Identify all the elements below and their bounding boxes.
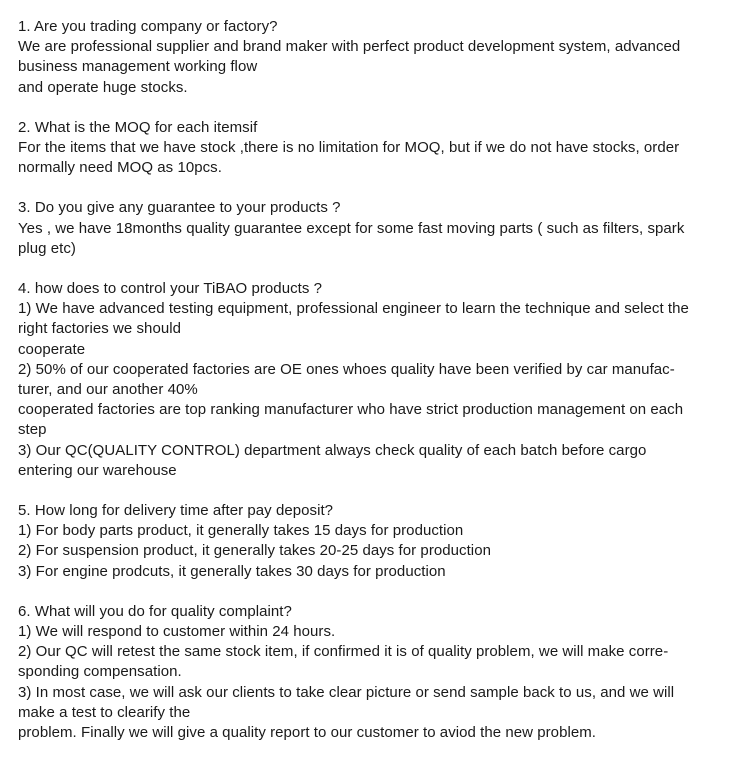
- faq-answer-line: turer, and our another 40%: [18, 381, 198, 399]
- faq-answer-line: sponding compensation.: [18, 663, 182, 681]
- faq-answer-line: normally need MOQ as 10pcs.: [18, 159, 222, 177]
- faq-question: 4. how does to control your TiBAO products ?: [18, 280, 323, 298]
- faq-question: 5. How long for delivery time after pay deposit?: [18, 502, 334, 520]
- faq-answer-line: 3) In most case, we will ask our clients to take clear picture or send sample back to us, and we will: [18, 683, 675, 701]
- faq-item-moq: [18, 118, 736, 179]
- faq-answer-line: cooperated factories are top ranking manufacturer who have strict production management on each: [18, 401, 684, 419]
- faq-answer-line: 1) For body parts product, it generally takes 15 days for production: [18, 522, 464, 540]
- faq-answer-line: entering our warehouse: [18, 461, 177, 479]
- faq-answer-line: cooperate: [18, 340, 86, 358]
- faq-answer-line: 2) 50% of our cooperated factories are OE ones whoes quality have been verified by car manufac-: [18, 360, 675, 378]
- faq-answer-line: 1) We will respond to customer within 24 hours.: [18, 623, 336, 641]
- faq-answer-line: 3) For engine prodcuts, it generally takes 30 days for production: [18, 562, 446, 580]
- faq-question: 2. What is the MOQ for each itemsif: [18, 118, 258, 136]
- faq-answer-line: step: [18, 421, 47, 439]
- faq-item-quality-complaint: [18, 602, 736, 743]
- faq-answer-line: plug etc): [18, 239, 76, 257]
- faq-answer-line: make a test to clearify the: [18, 703, 191, 721]
- faq-question: 1. Are you trading company or factory?: [18, 18, 278, 35]
- faq-answer-line: 2) Our QC will retest the same stock item, if confirmed it is of quality problem, we will make corre-: [18, 643, 669, 661]
- faq-answer-line: and operate huge stocks.: [18, 78, 188, 96]
- faq-item-trading-or-factory: [18, 17, 736, 98]
- faq-answer-line: right factories we should: [18, 320, 181, 338]
- faq-question: 6. What will you do for quality complaint?: [18, 602, 292, 620]
- faq-answer-line: Yes , we have 18months quality guarantee except for some fast moving parts ( such as filters, spark: [18, 219, 685, 237]
- faq-answer-line: problem. Finally we will give a quality report to our customer to aviod the new problem.: [18, 724, 596, 742]
- faq-answer-line: business management working flow: [18, 58, 258, 76]
- faq-answer-line: 2) For suspension product, it generally takes 20-25 days for production: [18, 542, 491, 560]
- faq-answer-line: 1) We have advanced testing equipment, professional engineer to learn the technique and select the: [18, 300, 689, 318]
- faq-answer-line: 3) Our QC(QUALITY CONTROL) department always check quality of each batch before cargo: [18, 441, 647, 459]
- faq-answer-line: For the items that we have stock ,there is no limitation for MOQ, but if we do not have stocks, order: [18, 139, 680, 157]
- faq-document: [18, 17, 736, 763]
- faq-question: 3. Do you give any guarantee to your products ?: [18, 199, 341, 217]
- faq-item-delivery-time: [18, 501, 736, 582]
- faq-item-quality-control: [18, 279, 736, 481]
- faq-answer-line: We are professional supplier and brand maker with perfect product development system, advanced: [18, 38, 681, 56]
- faq-item-guarantee: [18, 198, 736, 259]
